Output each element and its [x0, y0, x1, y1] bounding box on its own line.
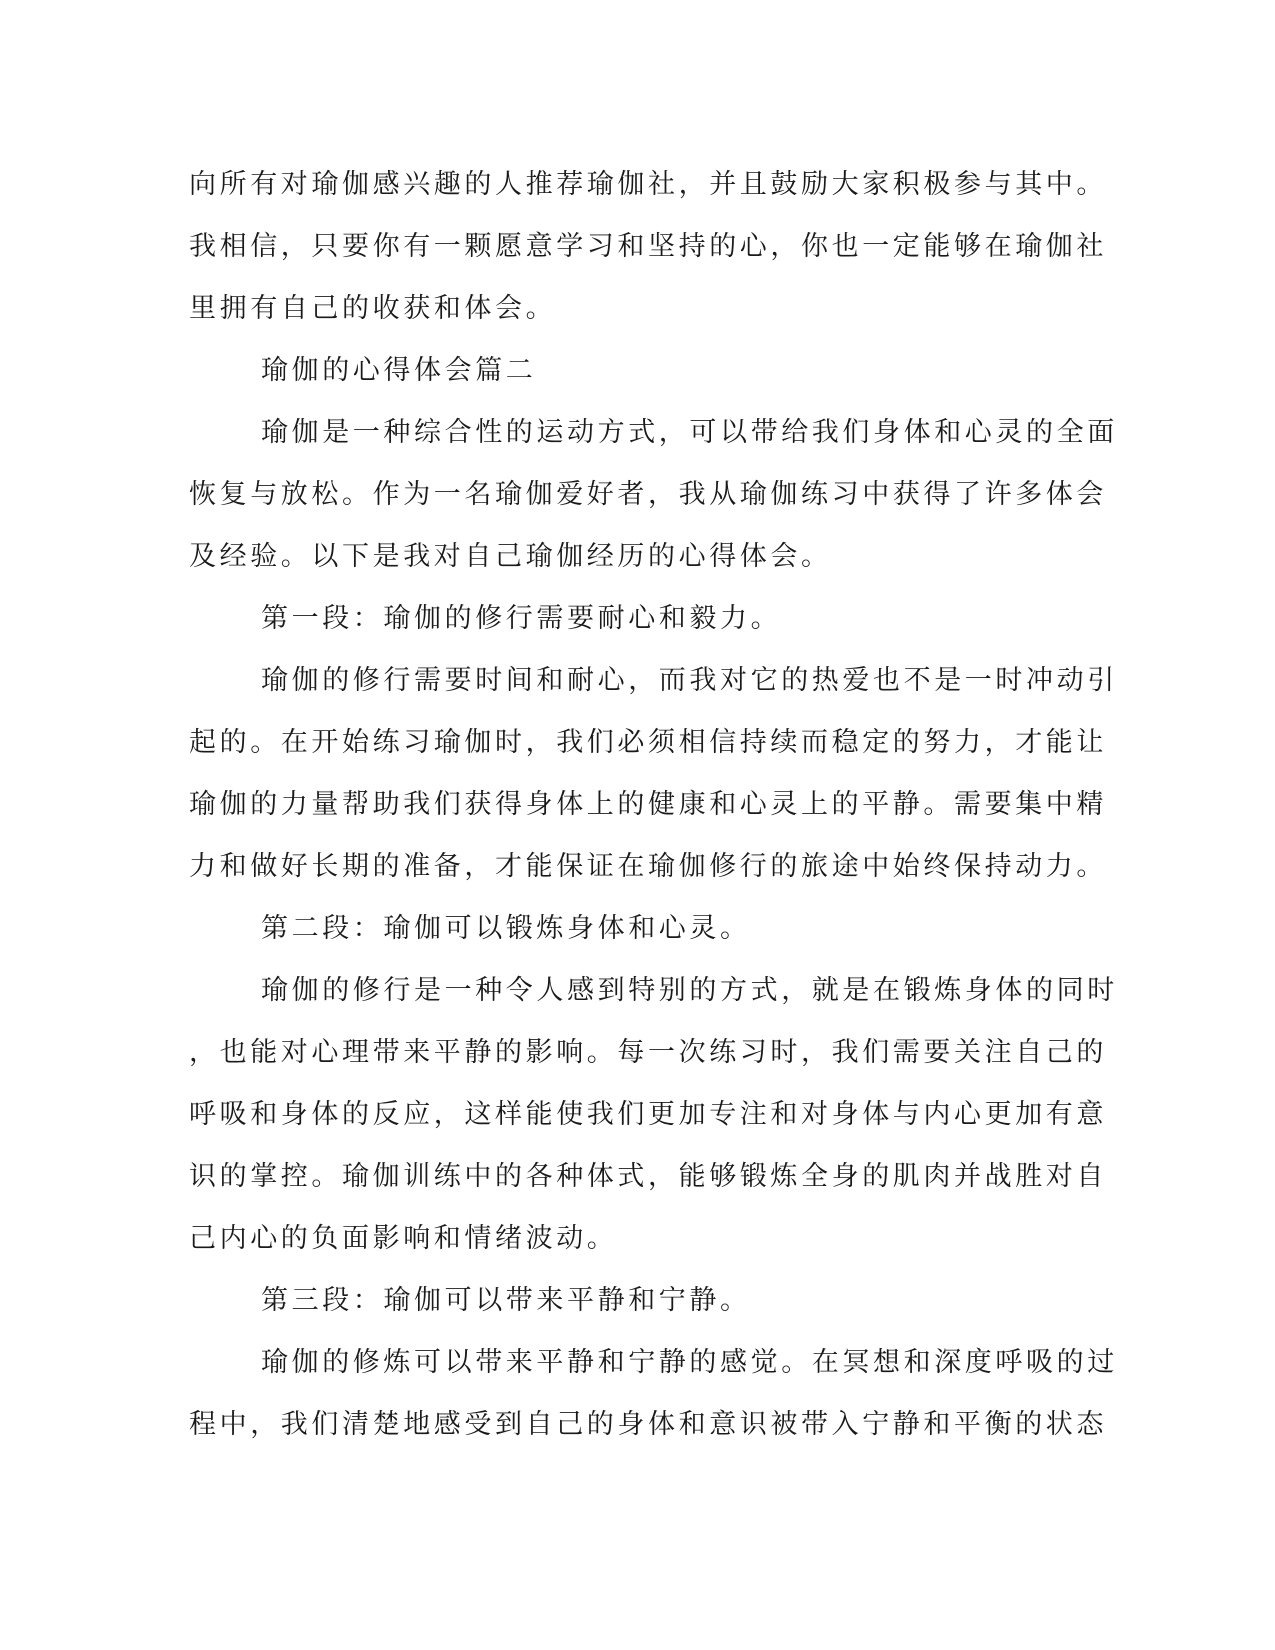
paragraph-heading: 第三段：瑜伽可以带来平静和宁静。	[261, 1285, 751, 1316]
text-line: 己内心的负面影响和情绪波动。	[189, 1223, 618, 1254]
text-line: 瑜伽的修行是一种令人感到特别的方式，就是在锻炼身体的同时	[261, 975, 1118, 1006]
paragraph-heading: 第二段：瑜伽可以锻炼身体和心灵。	[261, 913, 751, 944]
text-line: 识的掌控。瑜伽训练中的各种体式，能够锻炼全身的肌肉并战胜对自	[189, 1161, 1107, 1192]
text-line: 起的。在开始练习瑜伽时，我们必须相信持续而稳定的努力，才能让	[189, 727, 1107, 758]
text-line: 程中，我们清楚地感受到自己的身体和意识被带入宁静和平衡的状态	[189, 1409, 1107, 1440]
text-line: 瑜伽的力量帮助我们获得身体上的健康和心灵上的平静。需要集中精	[189, 789, 1107, 820]
document-body	[189, 154, 1118, 1456]
text-line: 瑜伽是一种综合性的运动方式，可以带给我们身体和心灵的全面	[261, 417, 1118, 448]
section-title: 瑜伽的心得体会篇二	[261, 355, 537, 386]
text-line: 瑜伽的修炼可以带来平静和宁静的感觉。在冥想和深度呼吸的过	[261, 1347, 1118, 1378]
text-line: 呼吸和身体的反应，这样能使我们更加专注和对身体与内心更加有意	[189, 1099, 1107, 1130]
text-line: 我相信，只要你有一颗愿意学习和坚持的心，你也一定能够在瑜伽社	[189, 231, 1107, 262]
text-line: 向所有对瑜伽感兴趣的人推荐瑜伽社，并且鼓励大家积极参与其中。	[189, 169, 1107, 200]
text-line: 恢复与放松。作为一名瑜伽爱好者，我从瑜伽练习中获得了许多体会	[189, 479, 1107, 510]
text-line: 力和做好长期的准备，才能保证在瑜伽修行的旅途中始终保持动力。	[189, 851, 1107, 882]
text-line: 里拥有自己的收获和体会。	[189, 293, 557, 324]
text-line: 及经验。以下是我对自己瑜伽经历的心得体会。	[189, 541, 832, 572]
text-line: ，也能对心理带来平静的影响。每一次练习时，我们需要关注自己的	[189, 1037, 1107, 1068]
text-line: 瑜伽的修行需要时间和耐心，而我对它的热爱也不是一时冲动引	[261, 665, 1118, 696]
paragraph-heading: 第一段：瑜伽的修行需要耐心和毅力。	[261, 603, 782, 634]
